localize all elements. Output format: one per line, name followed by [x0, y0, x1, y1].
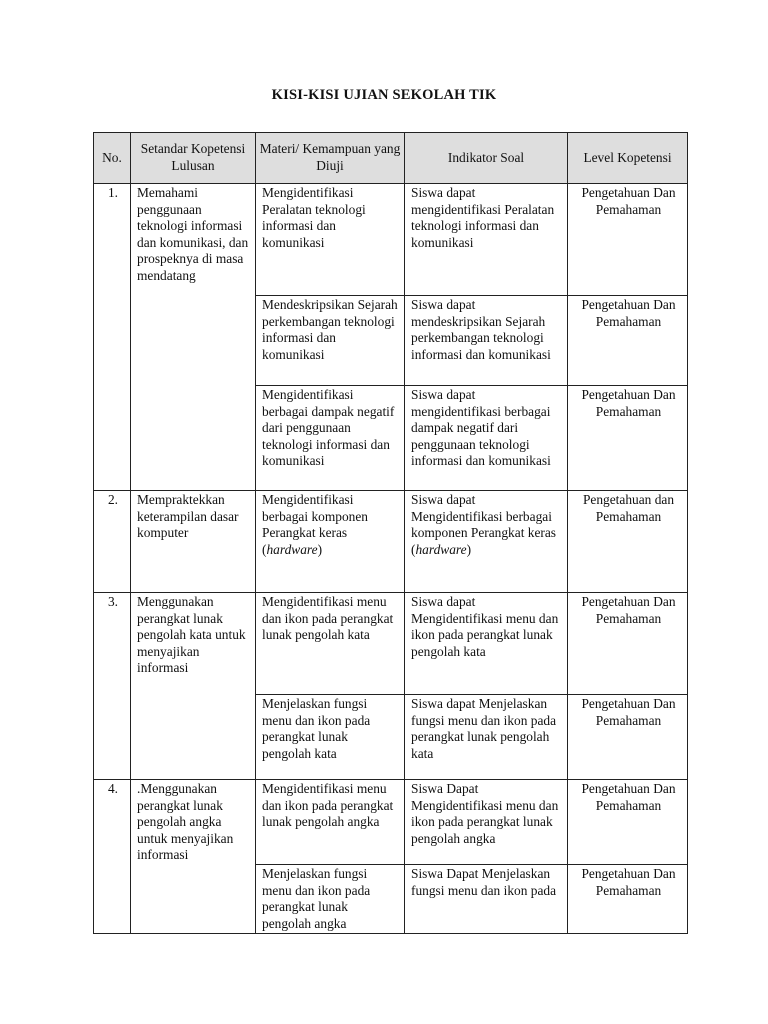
- indikator-cell: Siswa dapat mengidentifikasi berbagai dampak negatif dari penggunaan teknologi informasi dan komunikasi: [405, 386, 568, 491]
- materi-cell: Menjelaskan fungsi menu dan ikon pada perangkat lunak pengolah kata: [256, 695, 405, 780]
- materi-italic-text: hardware: [266, 541, 318, 557]
- materi-text: Mengidentifikasi berbagai komponen Perangkat keras (: [262, 492, 368, 557]
- header-skl: Setandar Kopetensi Lulusan: [131, 133, 256, 184]
- indikator-cell: Siswa Dapat Mengidentifikasi menu dan ikon pada perangkat lunak pengolah angka: [405, 780, 568, 865]
- level-cell: Pengetahuan Dan Pemahaman: [568, 780, 688, 865]
- row-number: 3.: [94, 593, 131, 780]
- table-header-row: [94, 133, 688, 184]
- level-cell: Pengetahuan Dan Pemahaman: [568, 593, 688, 695]
- table-row: [94, 593, 688, 695]
- header-indikator: Indikator Soal: [405, 133, 568, 184]
- level-cell: Pengetahuan Dan Pemahaman: [568, 386, 688, 491]
- row-number: 2.: [94, 491, 131, 593]
- materi-cell: Mendeskripsikan Sejarah perkembangan teknologi informasi dan komunikasi: [256, 296, 405, 386]
- indikator-text: Siswa dapat Mengidentifikasi berbagai komponen Perangkat keras (: [411, 492, 557, 557]
- level-cell: Pengetahuan dan Pemahaman: [568, 491, 688, 593]
- kisi-kisi-table: [93, 132, 688, 934]
- skl-cell: Memahami penggunaan teknologi informasi dan komunikasi, dan prospeknya di masa mendatang: [131, 184, 256, 491]
- indikator-cell: Siswa dapat Mengidentifikasi menu dan ikon pada perangkat lunak pengolah kata: [405, 593, 568, 695]
- row-number: 1.: [94, 184, 131, 491]
- indikator-cell: Siswa dapat Menjelaskan fungsi menu dan ikon pada perangkat lunak pengolah kata: [405, 695, 568, 780]
- materi-cell: Mengidentifikasi menu dan ikon pada perangkat lunak pengolah angka: [256, 780, 405, 865]
- indikator-italic-text: hardware: [415, 541, 467, 557]
- level-cell: Pengetahuan Dan Pemahaman: [568, 184, 688, 296]
- skl-cell: .Menggunakan perangkat lunak pengolah angka untuk menyajikan informasi: [131, 780, 256, 934]
- row-number: 4.: [94, 780, 131, 934]
- table-row: [94, 184, 688, 296]
- table-row: [94, 780, 688, 865]
- materi-cell: [256, 491, 405, 593]
- page-title: KISI-KISI UJIAN SEKOLAH TIK: [271, 87, 497, 103]
- table-row: [94, 491, 688, 593]
- indikator-cell: Siswa dapat mengidentifikasi Peralatan teknologi informasi dan komunikasi: [405, 184, 568, 296]
- materi-cell: Mengidentifikasi berbagai dampak negatif dari penggunaan teknologi informasi dan komunikasi: [256, 386, 405, 491]
- skl-cell: Menggunakan perangkat lunak pengolah kata untuk menyajikan informasi: [131, 593, 256, 780]
- header-materi: Materi/ Kemampuan yang Diuji: [256, 133, 405, 184]
- indikator-cell: [405, 491, 568, 593]
- level-cell: Pengetahuan Dan Pemahaman: [568, 695, 688, 780]
- skl-cell: Mempraktekkan keterampilan dasar komputer: [131, 491, 256, 593]
- materi-cell: Menjelaskan fungsi menu dan ikon pada perangkat lunak pengolah angka: [256, 865, 405, 934]
- indikator-cell: Siswa Dapat Menjelaskan fungsi menu dan ikon pada: [405, 865, 568, 934]
- materi-cell: Mengidentifikasi Peralatan teknologi informasi dan komunikasi: [256, 184, 405, 296]
- indikator-cell: Siswa dapat mendeskripsikan Sejarah perkembangan teknologi informasi dan komunikasi: [405, 296, 568, 386]
- indikator-text-end: ): [466, 541, 472, 557]
- level-cell: Pengetahuan Dan Pemahaman: [568, 865, 688, 934]
- header-level: Level Kopetensi: [568, 133, 688, 184]
- header-no: No.: [94, 133, 131, 184]
- materi-cell: Mengidentifikasi menu dan ikon pada perangkat lunak pengolah kata: [256, 593, 405, 695]
- level-cell: Pengetahuan Dan Pemahaman: [568, 296, 688, 386]
- materi-text-end: ): [317, 541, 323, 557]
